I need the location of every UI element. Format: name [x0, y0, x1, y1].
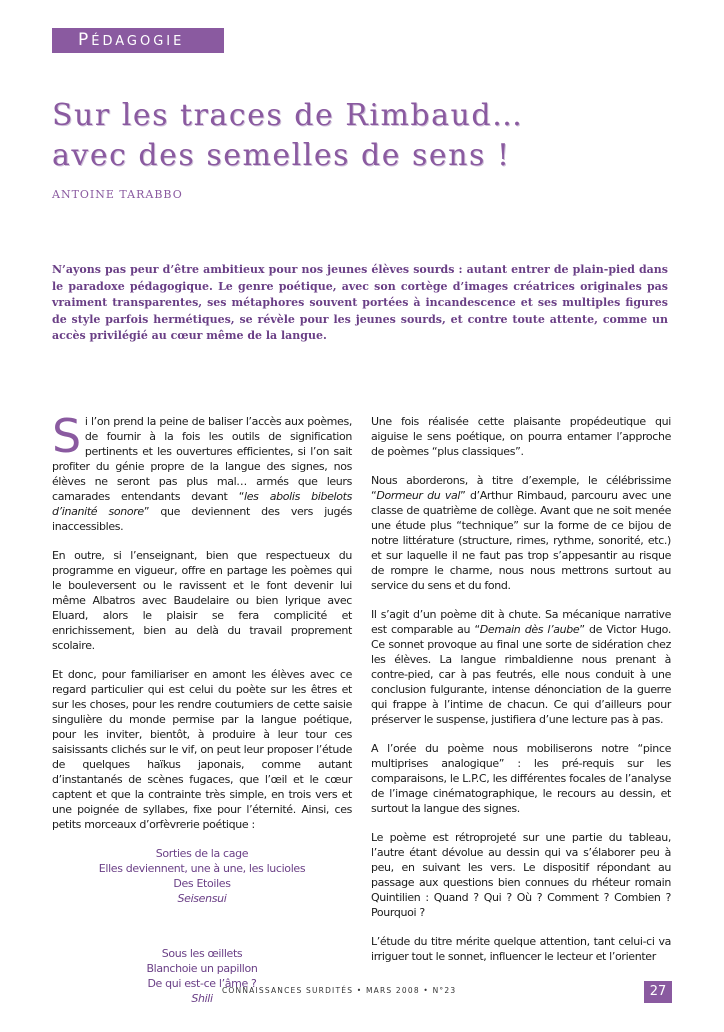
- article-title: [52, 96, 524, 176]
- quote: les abolis bibelots d’inanité sonore: [52, 490, 352, 518]
- haiku-line: Sorties de la cage: [155, 847, 249, 860]
- haiku-author: Seisensui: [177, 892, 227, 905]
- right-column: [371, 414, 671, 978]
- text: ” d’Arthur Rimbaud, parcouru avec une classe de quatrième de collège. Avant que ne soit menée une étude plus “technique” sur la forme de ce bijou de notre littérature (structure, rimes, rythme, sonorité, etc.) et sur laquelle il ne faut pas trop s’appesantir au risque de rompre le charme, nous nous mettrons surtout au service du sens et du fond.: [371, 489, 671, 592]
- haiku-line: De qui est-ce l’âme ?: [147, 977, 257, 990]
- section-initial: P: [78, 30, 92, 50]
- paragraph: [371, 473, 671, 593]
- haiku-line: Sous les œillets: [161, 947, 243, 960]
- haiku-line: Blanchoie un papillon: [146, 962, 258, 975]
- drop-cap: S: [52, 409, 81, 463]
- paragraph: L’étude du titre mérite quelque attention, tant celui-ci va irriguer tout le sonnet, influencer le lecteur et l’orienter: [371, 935, 671, 963]
- title-line-1: Sur les traces de Rimbaud…: [52, 98, 524, 133]
- paragraph: [52, 409, 352, 534]
- article-lead: N’ayons pas peur d’être ambitieux pour nos jeunes élèves sourds : autant entrer de plain-pied dans le paradoxe pédagogique. Le genre poétique, avec son cortège d’images créatrices originales pas vraiment transparentes, ses métaphores souvent portées à incandescence et ses multiples figures de style parfois hermétiques, se révèle pour les jeunes sourds, et contre toute attente, comme un accès privilégié au cœur même de la langue.: [52, 263, 668, 343]
- page-number: 27: [644, 981, 672, 1003]
- haiku: [52, 846, 352, 906]
- section-tab: [52, 28, 224, 53]
- paragraph: Une fois réalisée cette plaisante propédeutique qui aiguise le sens poétique, on pourra entamer l’approche de poèmes “plus classiques”.: [371, 415, 671, 458]
- text: i l’on prend la peine de baliser l’accès aux poèmes, de fournir à la fois les outils de signification pertinents et les ouvertures efficientes, si l’on sait profiter du génie propre de la langue des signes, nos élèves ne seront pas plus mal… armés que leurs camarades entendants devant “: [52, 415, 352, 503]
- haiku-line: Des Etoiles: [173, 877, 231, 890]
- title-line-2: avec des semelles de sens !: [52, 138, 511, 173]
- haiku-line: Elles deviennent, une à une, les lucioles: [98, 862, 306, 875]
- poem-title: Demain dès l’aube: [479, 623, 580, 636]
- paragraph: Et donc, pour familiariser en amont les élèves avec ce regard particulier qui est celui du poète sur les êtres et sur les choses, pour les rendre coutumiers de cette saisie singulière du monde permise par la langue poétique, pour les inviter, bientôt, à produire à leur tour ces saisissants clichés sur le vif, on peut leur proposer l’étude de quelques haïkus japonais, comme autant d’instantanés de scènes fugaces, que l’œil et le cœur captent et que la contrainte très simple, en trois vers et une poignée de syllabes, fixe pour l’éternité. Ainsi, ces petits morceaux d’orfèvrerie poétique :: [52, 668, 352, 831]
- text: ” de Victor Hugo. Ce sonnet provoque au final une sorte de sidération chez les élèves. La langue rimbaldienne nous prenant à contre-pied, car à pas feutrés, elle nous conduit à une conclusion fulgurante, intense dénonciation de la guerre qui frappe à l’intime de chacun. Ce qui d’ailleurs pour préserver le suspense, justifiera d’une lecture pas à pas.: [371, 623, 671, 726]
- text: Il s’agit d’un poème dit à chute. Sa mécanique narrative est comparable au “: [371, 608, 671, 636]
- text: ” que deviennent des vers jugés inaccessibles.: [52, 505, 352, 533]
- haiku-author: Shili: [191, 992, 213, 1005]
- section-label: ÉDAGOGIE: [91, 34, 185, 49]
- paragraph: [371, 607, 671, 727]
- paragraph: Le poème est rétroprojeté sur une partie du tableau, l’autre étant dévolue au dessin qui va s’élaborer peu à peu, en suivant les vers. Le dispositif répondant au passage aux questions bien connues du rhéteur romain Quintilien : Quand ? Qui ? Où ? Comment ? Combien ? Pourquoi ?: [371, 831, 671, 919]
- footer-publication: CONNAISSANCES SURDITÉS • MARS 2008 • N°23: [222, 986, 457, 995]
- paragraph: En outre, si l’enseignant, bien que respectueux du programme en vigueur, offre en partage les poèmes qui le bouleversent ou le ravissent et le font devenir lui même Albatros avec Baudelaire ou bien lyrique avec Eluard, alors le plaisir se fera complicité et enrichissement, bien au delà du travail proprement scolaire.: [52, 549, 352, 652]
- paragraph: A l’orée du poème nous mobiliserons notre “pince multiprises analogique” : les pré-requis sur les comparaisons, le L.P.C, les différentes focales de l’analyse de l’image cinématographique, le recours au dessin, et surtout la langue des signes.: [371, 742, 671, 815]
- left-column: [52, 409, 352, 1032]
- haiku: [52, 946, 352, 1006]
- article-author: ANTOINE TARABBO: [52, 188, 183, 201]
- poem-title: Dormeur du val: [376, 489, 461, 502]
- text: Nous aborderons, à titre d’exemple, le célébrissime “: [371, 474, 671, 502]
